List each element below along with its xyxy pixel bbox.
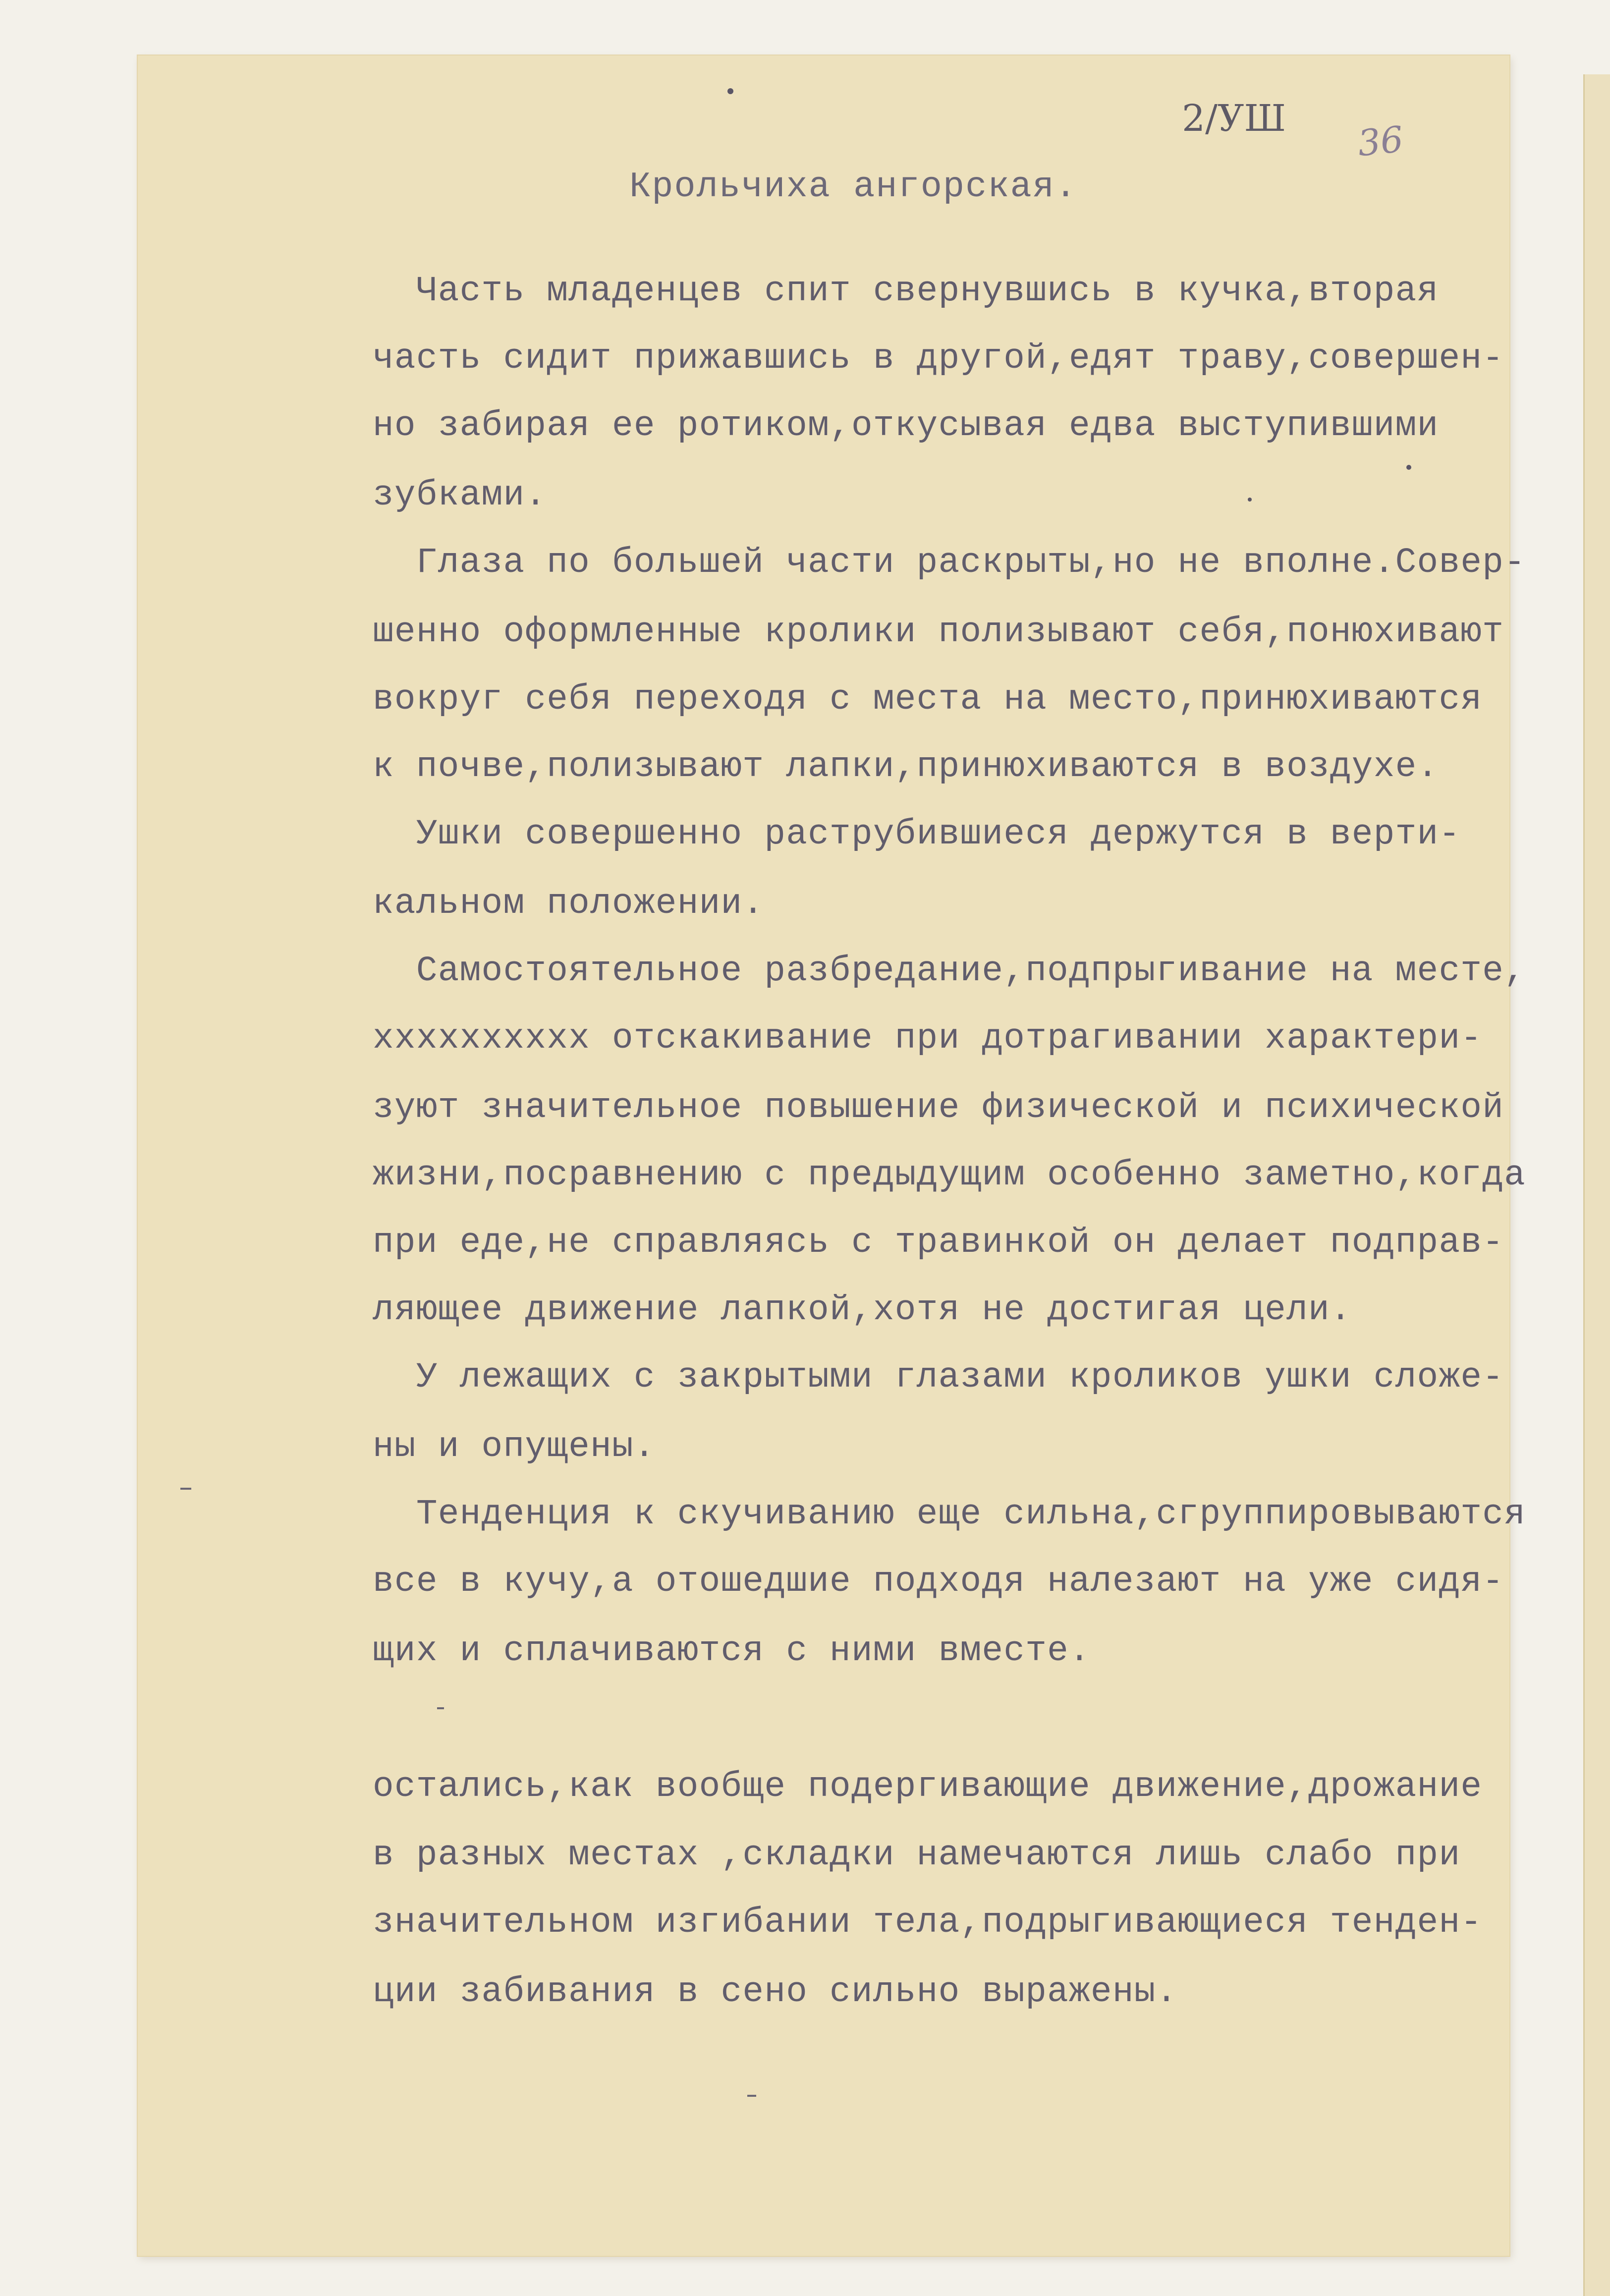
text-line: ции забивания в сено сильно выражены. — [373, 1972, 1178, 2012]
text-line: зубками. — [373, 476, 547, 515]
text-line: Самостоятельное разбредание,подпрыгивание на месте, — [373, 952, 1526, 991]
text-line: ны и опущены. — [373, 1427, 656, 1467]
ink-dot — [1248, 498, 1252, 502]
text-line: жизни,посравнению с предыдущим особенно заметно,когда — [373, 1156, 1526, 1195]
text-line: шенно оформленные кролики полизывают себя,понюхивают — [373, 613, 1504, 652]
text-line: щих и сплачиваются с ними вместе. — [373, 1631, 1091, 1671]
text-line: к почве,полизывают лапки,принюхиваются в воздухе. — [373, 747, 1439, 787]
text-line: в разных местах ,складки намечаются лишь слабо при — [373, 1836, 1461, 1875]
ink-dash — [437, 1707, 444, 1709]
text-line: вокруг себя переходя с места на место,принюхиваются — [373, 680, 1483, 720]
text-line: кальном положении. — [373, 884, 765, 924]
text-line: но забирая ее ротиком,откусывая едва выступившими — [373, 406, 1439, 446]
text-line: при еде,не справляясь с травинкой он делает подправ- — [373, 1223, 1504, 1263]
text-line: остались,как вообще подергивающие движение,дрожание — [373, 1767, 1483, 1807]
text-line: зуют значительное повышение физической и психической — [373, 1088, 1504, 1128]
archive-number: 36 — [1355, 118, 1405, 165]
text-line: Часть младенцев спит свернувшись в кучка,вторая — [373, 272, 1439, 311]
text-line: часть сидит прижавшись в другой,едят траву,совершен- — [373, 339, 1504, 379]
text-line: ляющее движение лапкой,хотя не достигая цели. — [373, 1290, 1352, 1330]
text-line: У лежащих с закрытыми глазами кроликов ушки сложе- — [373, 1358, 1504, 1398]
page-number: 2/УШ — [1182, 97, 1286, 140]
ink-dot — [727, 88, 733, 94]
text-line: xxxxxxxxxx отскакивание при дотрагивании характери- — [373, 1019, 1483, 1059]
text-line: все в кучу,а отошедшие подходя налезают на уже сидя- — [373, 1562, 1504, 1602]
ink-dash — [180, 1488, 191, 1490]
ink-dash — [747, 2095, 756, 2097]
adjacent-page-edge — [1583, 74, 1610, 2296]
ink-dot — [1406, 465, 1411, 470]
text-line: Глаза по большей части раскрыты,но не вполне.Совер- — [373, 543, 1526, 583]
document-title: Крольчиха ангорская. — [629, 167, 1078, 207]
text-line: Ушки совершенно раструбившиеся держутся в верти- — [373, 815, 1461, 854]
text-line: значительном изгибании тела,подрыгивающиеся тенден- — [373, 1903, 1483, 1943]
text-line: Тенденция к скучиванию еще сильна,сгруппировываются — [373, 1495, 1526, 1534]
